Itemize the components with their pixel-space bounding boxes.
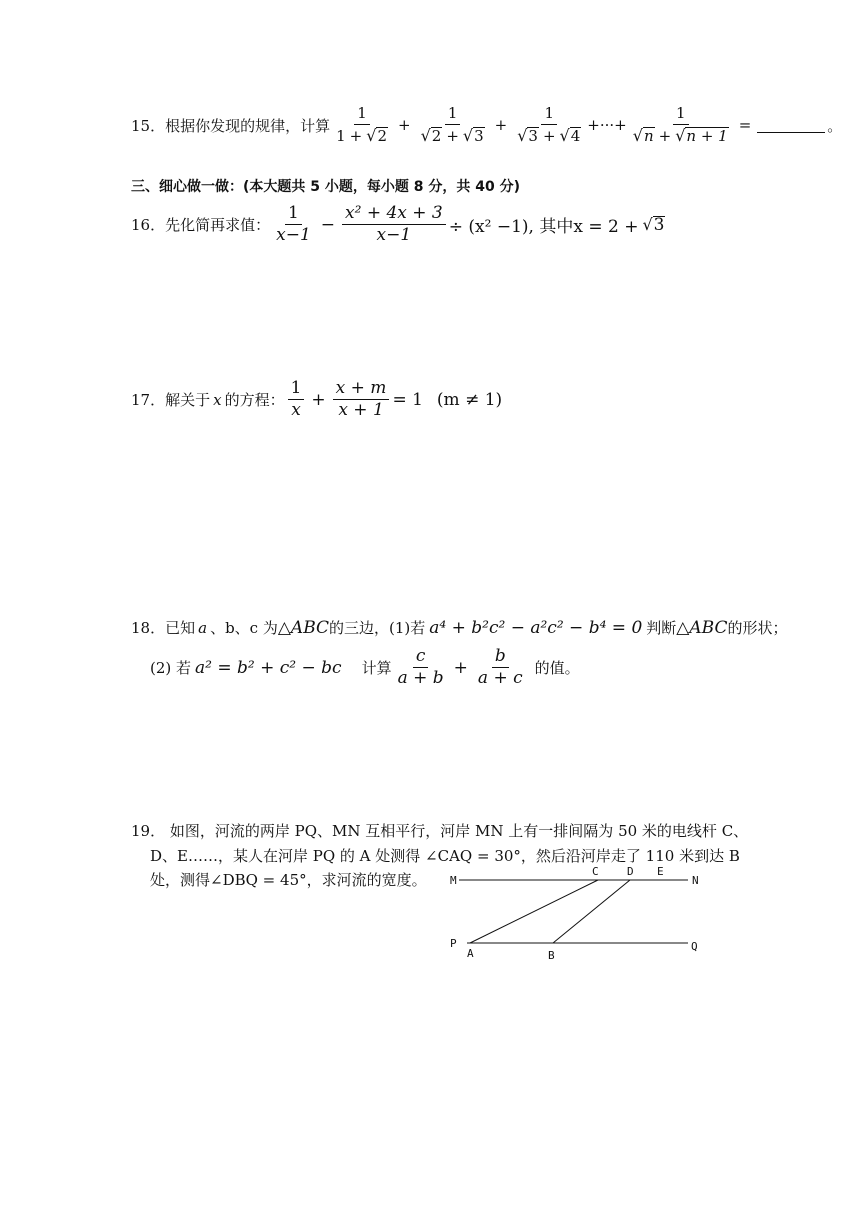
q18-number: 18． <box>131 619 166 637</box>
q17-rhs: = 1 <box>392 389 423 410</box>
q18-text-d: 判断 <box>646 619 677 637</box>
question-15: 15． 根据你发现的规律，计算 1 1 + √ 2 + 1 √ 2 + √ 3 + 1 √ 3 + √ 4 +···+ 1 √ n + √ n + 1 = 。 <box>131 104 843 145</box>
q16-number: 16． <box>131 216 166 234</box>
line-bd <box>553 880 630 943</box>
question-19-line-3 <box>150 869 427 890</box>
q18-text-a: 已知 <box>165 619 196 637</box>
q15-ellipsis: +···+ <box>587 116 627 134</box>
q18-equation-1: a⁴ + b²c² − a²c² − b⁴ = 0 <box>429 617 643 638</box>
label-b: B <box>548 949 555 962</box>
q17-condition: (m ≠ 1) <box>436 389 503 410</box>
q18-compute-label: 计算 <box>361 659 392 677</box>
q16-sqrt: √ 3 <box>642 215 665 235</box>
question-16: 16． 先化简再求值： $\frac{1}{x-1}$ − $\frac{\text{x² + 4x + 3}}{x-1}$ ÷ (x² −1), 其中x = 2 + √ 3 <box>131 203 665 245</box>
q15-term-1: 1 1 + √ 2 <box>336 104 387 145</box>
q18-part-2-label: (2) 若 <box>150 659 192 677</box>
q19-text-1: 如图，河流的两岸 PQ、MN 互相平行，河岸 MN 上有一排间隔为 50 米的电线杆 C、 <box>169 822 749 840</box>
q18-text-e: 的形状； <box>727 619 788 637</box>
q15-number: 15． <box>131 116 166 135</box>
question-18-line-1 <box>131 617 787 638</box>
label-q: Q <box>691 940 698 953</box>
q16-rest: ÷ (x² −1), 其中x = 2 + <box>448 217 639 237</box>
q17-var: x <box>213 390 222 409</box>
q18-fraction-2: $\frac{b}{a + c}$ <box>477 646 523 688</box>
q17-prefix: 解关于 <box>165 391 211 409</box>
river-diagram <box>440 860 720 970</box>
section-3-title: 三、细心做一做：(本大题共 5 小题，每小题 8 分，共 40 分) <box>131 179 521 195</box>
q19-text-2: D、E……，某人在河岸 PQ 的 A 处测得 ∠CAQ = 30°，然后沿河岸走了 110 米到达 B <box>150 847 740 865</box>
question-19-line-1 <box>131 820 748 841</box>
q18-triangle: △ABC <box>277 617 330 638</box>
label-a: A <box>467 947 474 960</box>
q18-var-a: a <box>198 618 208 637</box>
q19-number: 19． <box>131 822 166 840</box>
q19-text-3: 处，测得∠DBQ = 45°，求河流的宽度。 <box>150 871 427 889</box>
question-18-line-2: (2) 若 a² = b² + c² − bc 计算 $\frac{c}{a + b}$ + $\frac{b}{a + c}$ 的值。 <box>150 646 580 688</box>
q18-text-value: 的值。 <box>534 659 580 677</box>
q18-text-c: 的三边，(1)若 <box>329 619 426 637</box>
q18-text-b: 、b、c 为 <box>210 619 278 637</box>
q17-fraction-2: $\frac{x + m}{x + 1}$ <box>333 380 390 419</box>
label-n: N <box>692 874 699 887</box>
label-e: E <box>657 865 664 878</box>
q15-prefix: 根据你发现的规律，计算 <box>165 116 331 135</box>
q17-fraction-1: $\frac{1}{x}$ <box>288 380 305 419</box>
label-d: D <box>627 865 634 878</box>
q18-triangle-2: △ABC <box>676 617 728 638</box>
q16-prefix: 先化简再求值： <box>165 216 271 234</box>
question-17: 17． 解关于 x 的方程： $\frac{1}{x}$ + $\frac{x + m}{x + 1}$ = 1 (m ≠ 1) <box>131 378 503 420</box>
label-c: C <box>592 865 599 878</box>
q16-fraction-2: $\frac{\text{x² + 4x + 3}}{x-1}$ <box>342 205 446 244</box>
q18-fraction-1: $\frac{c}{a + b}$ <box>397 646 444 688</box>
q15-suffix: 。 <box>827 116 843 135</box>
line-ac <box>470 880 598 943</box>
q17-number: 17． <box>131 391 166 409</box>
q15-term-n: 1 √ n + √ n + 1 <box>632 104 728 145</box>
q16-fraction-1: $\frac{1}{x-1}$ <box>276 203 311 245</box>
q18-equation-2: a² = b² + c² − bc <box>195 657 342 678</box>
q15-answer-blank <box>757 118 825 133</box>
q17-prefix2: 的方程： <box>224 391 285 409</box>
q15-term-2: 1 √ 2 + √ 3 <box>420 104 484 145</box>
label-p: P <box>450 937 457 950</box>
label-m: M <box>450 874 457 887</box>
q15-term-3: 1 √ 3 + √ 4 <box>517 104 581 145</box>
